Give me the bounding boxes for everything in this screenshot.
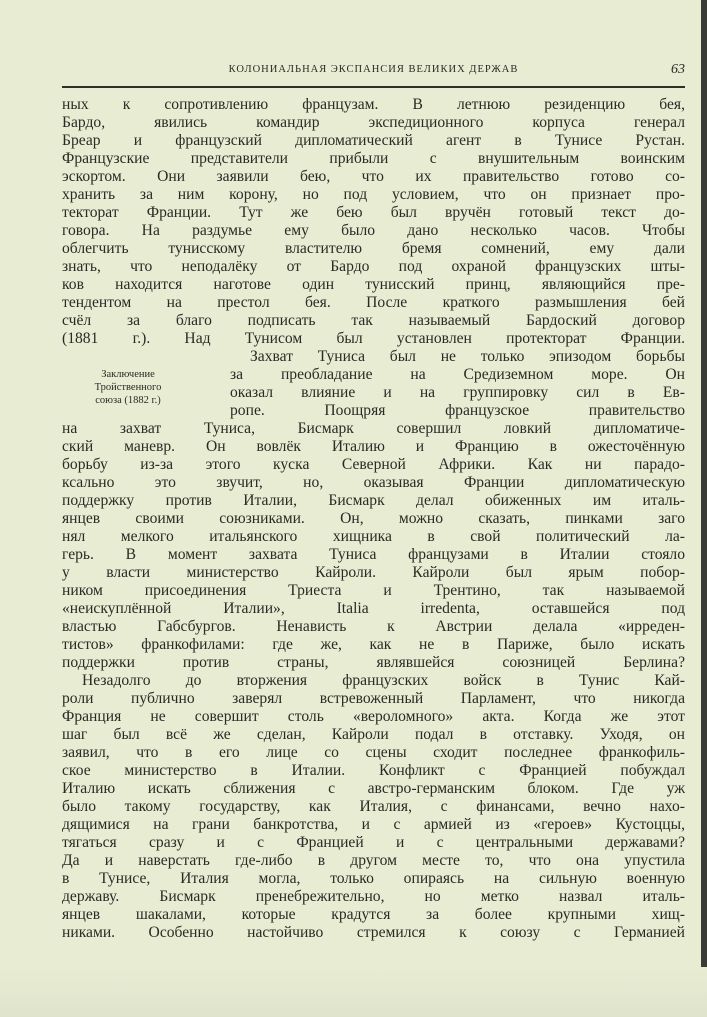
text-line: тендентом на престол бея. После краткого размышления бей: [62, 294, 685, 311]
text-line: в Тунисе, Италия могла, только опираясь на сильную военную: [62, 870, 685, 887]
text-line: нял мелкого итальянского хищника в свой политический ла-: [62, 528, 685, 545]
text-line: Бардо, явились командир экспедиционного корпуса генерал: [62, 114, 685, 131]
text-line: знать, что неподалёку от Бардо под охраной французских шты-: [62, 258, 685, 275]
text-line: роли публично заверял встревоженный Парламент, что никогда: [62, 690, 685, 707]
page-edge: [701, 0, 707, 1017]
text-line: ником присоединения Триеста и Трентино, так называемой: [62, 582, 685, 599]
running-title: КОЛОНИАЛЬНАЯ ЭКСПАНСИЯ ВЕЛИКИХ ДЕРЖАВ: [228, 64, 519, 75]
text-line: ский маневр. Он вовлёк Италию и Францию в ожесточённую: [62, 438, 685, 455]
margin-note-line: Тройственного: [94, 382, 162, 393]
text-line: ных к сопротивлению французам. В летнюю резиденцию бея,: [62, 96, 685, 113]
text-line: властью Габсбургов. Ненависть к Австрии делала «ирреден-: [62, 618, 685, 635]
margin-note-line: союза (1882 г.): [95, 395, 161, 406]
text-line: тягаться сразу и с Францией и с центральными державами?: [62, 834, 685, 851]
text-line: облегчить тунисскому властителю бремя сомнений, ему дали: [62, 240, 685, 257]
text-line: поддержку против Италии, Бисмарк делал обиженных им италь-: [62, 492, 685, 509]
text-line: (1881 г.). Над Тунисом был установлен протекторат Франции.: [62, 330, 685, 347]
text-line: Французские представители прибыли с внушительным воинским: [62, 150, 685, 167]
text-line: борьбу из-за этого куска Северной Африки. Как ни парадо-: [62, 456, 685, 473]
text-line: герь. В момент захвата Туниса французами в Италии стояло: [62, 546, 685, 563]
text-line: текторат Франции. Тут же бею был вручён готовый текст до-: [62, 204, 685, 221]
text-line: янцев своими союзниками. Он, можно сказать, пинками заго: [62, 510, 685, 527]
text-line: ропе. Поощряя французское правительство: [230, 402, 685, 419]
text-line: ков находится наготове один тунисский принц, являющийся пре-: [62, 276, 685, 293]
text-line: оказал влияние и на группировку сил в Ев-: [230, 384, 685, 401]
body-text: [62, 96, 685, 942]
text-line: Италию искать сближения с австро-германским блоком. Где уж: [62, 780, 685, 797]
page-number: 63: [671, 62, 685, 77]
text-line: Бреар и французский дипломатический агент в Тунисе Рустан.: [62, 132, 685, 149]
text-line: янцев шакалами, которые крадутся за более крупными хищ-: [62, 906, 685, 923]
text-line: тистов» франкофилами: где же, как не в Париже, было искать: [62, 636, 685, 653]
text-line: у власти министерство Кайроли. Кайроли был ярым побор-: [62, 564, 685, 581]
page-bottom-margin: [0, 967, 707, 1017]
text-line: ксально это звучит, но, оказывая Франции дипломатическую: [62, 474, 685, 491]
text-line: говора. На раздумье ему было дано несколько часов. Чтобы: [62, 222, 685, 239]
text-line: за преобладание на Средиземном море. Он: [230, 366, 685, 383]
text-line: на захват Туниса, Бисмарк совершил ловкий дипломатиче-: [62, 420, 685, 437]
text-line: счёл за благо подписать так называемый Бардоский договор: [62, 312, 685, 329]
text-line: хранить за ним корону, но под условием, что он признает про-: [62, 186, 685, 203]
text-line: было такому государству, как Италия, с финансами, вечно нахо-: [62, 798, 685, 815]
text-line: державу. Бисмарк пренебрежительно, но метко назвал италь-: [62, 888, 685, 905]
text-line: Незадолго до вторжения французских войск в Тунис Кай-: [82, 672, 685, 689]
text-line: заявил, что в его лице со сцены сходит последнее франкофиль-: [62, 744, 685, 761]
text-line: Да и наверстать где-либо в другом месте то, что она упустила: [62, 852, 685, 869]
running-header: [62, 62, 685, 82]
margin-note-line: Заключение: [101, 369, 155, 380]
text-line: «неискуплённой Италии», Italia irredenta, оставшейся под: [62, 600, 685, 617]
text-line: поддержки против страны, являвшейся союзницей Берлина?: [62, 654, 685, 671]
text-line: дящимися на грани банкротства, и с армией из «героев» Кустоццы,: [62, 816, 685, 833]
text-line: никами. Особенно настойчиво стремился к союзу с Германией: [62, 924, 685, 941]
text-line: Захват Туниса был не только эпизодом борьбы: [250, 348, 685, 365]
text-line: шаг был всё же сделан, Кайроли подал в отставку. Уходя, он: [62, 726, 685, 743]
text-line: эскортом. Они заявили бею, что их правительство готово со-: [62, 168, 685, 185]
text-line: ское министерство в Италии. Конфликт с Францией побуждал: [62, 762, 685, 779]
text-line: Франция не совершит столь «вероломного» акта. Когда же этот: [62, 708, 685, 725]
header-rule: [62, 86, 685, 88]
